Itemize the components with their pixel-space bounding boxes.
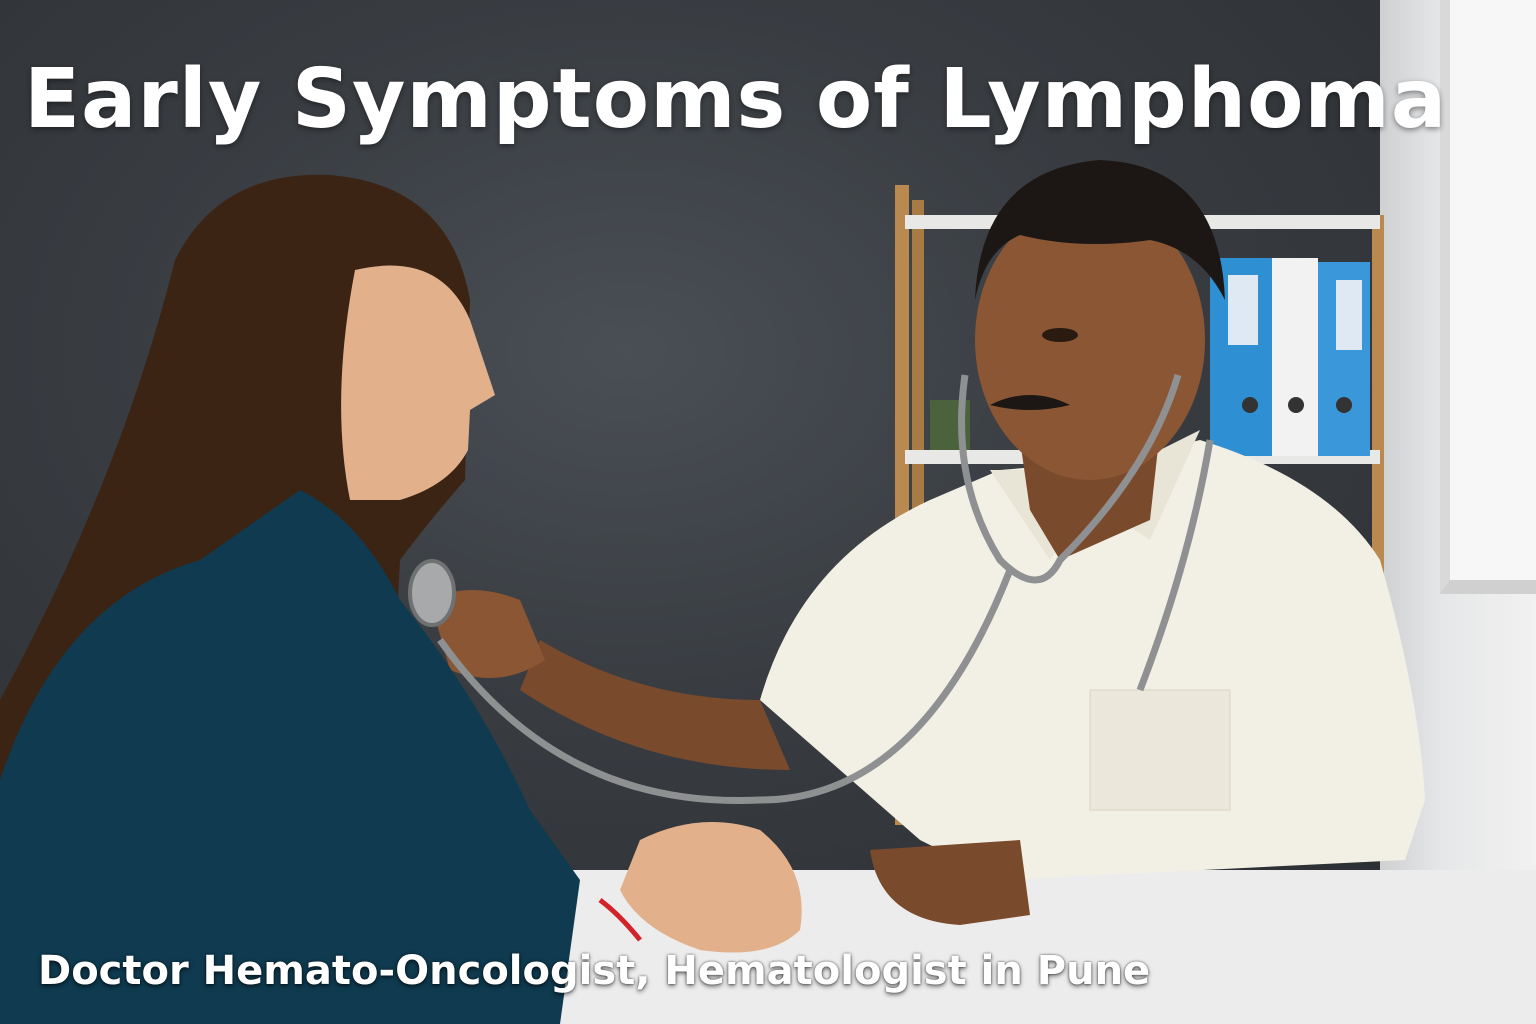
caption-text: Doctor Hemato-Oncologist, Hematologist in Pune (38, 948, 1151, 994)
patient-face (341, 266, 495, 500)
binder-ring-1 (1242, 397, 1258, 413)
binder-ring-3 (1336, 397, 1352, 413)
binder-white (1272, 258, 1318, 456)
headline-title: Early Symptoms of Lymphoma (24, 52, 1448, 147)
binder-label-1 (1228, 275, 1258, 345)
shelf-post-right (1372, 215, 1384, 575)
binder-label-2 (1336, 280, 1362, 350)
doctor-eye (1042, 328, 1078, 342)
stethoscope-chestpiece (410, 561, 454, 625)
binder-ring-2 (1288, 397, 1304, 413)
patient (0, 175, 802, 1024)
shirt-pocket (1090, 690, 1230, 810)
